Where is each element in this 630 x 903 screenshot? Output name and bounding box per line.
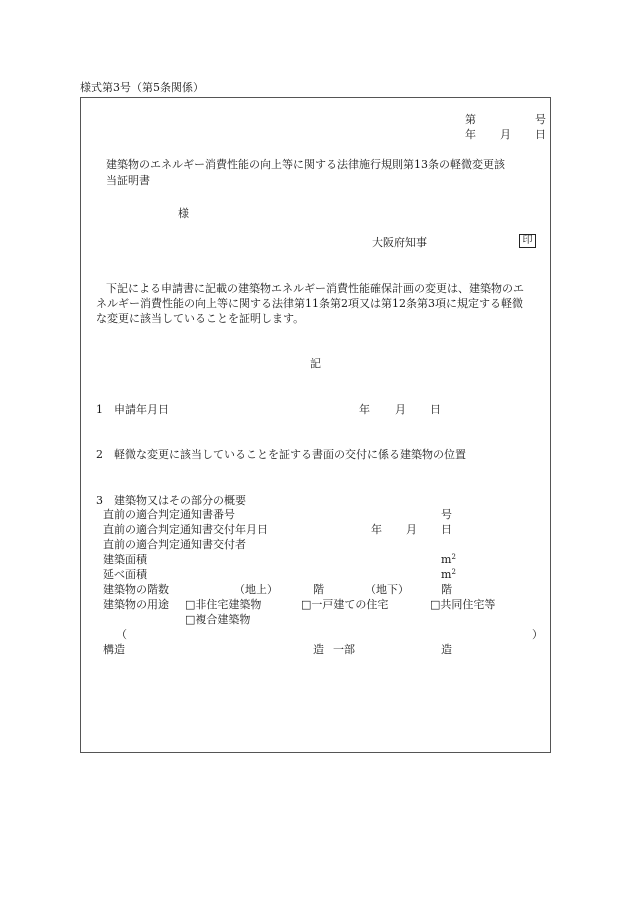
floors-below: （地下） — [365, 583, 409, 596]
paren-close: ） — [532, 628, 543, 641]
structure-zo-1: 造 — [313, 643, 324, 656]
floors-kai-below: 階 — [441, 583, 452, 596]
title-line-2: 当証明書 — [106, 174, 150, 187]
use-option-multi-unit: □共同住宅等 — [430, 598, 496, 611]
paren-open: （ — [116, 628, 127, 641]
notice-date-year: 年 — [371, 523, 382, 536]
floor-area-unit: $m^2$ — [441, 568, 456, 581]
notice-issuer-label: 直前の適合判定通知書交付者 — [103, 538, 246, 551]
use-label: 建築物の用途 — [103, 598, 169, 611]
structure-zo-2: 造 — [441, 643, 452, 656]
use-option-mixed: □複合建築物 — [185, 613, 251, 626]
notice-date-day: 日 — [441, 523, 452, 536]
body-line-2: ネルギー消費性能の向上等に関する法律第11条第2項又は第12条第3項に規定する軽微 — [96, 297, 523, 310]
number-suffix: 号 — [535, 113, 546, 126]
notice-date-month: 月 — [406, 523, 417, 536]
item1-number: 1 — [96, 403, 103, 416]
notice-date-label: 直前の適合判定通知書交付年月日 — [103, 523, 268, 536]
date-year: 年 — [465, 128, 476, 141]
item1-month: 月 — [395, 403, 406, 416]
building-area-unit: $m^2$ — [441, 553, 456, 566]
form-label: 様式第3号（第5条関係） — [80, 81, 204, 94]
item3-number: 3 — [96, 494, 103, 507]
floors-label: 建築物の階数 — [103, 583, 169, 596]
item2-number: 2 — [96, 448, 103, 461]
number-prefix: 第 — [465, 113, 476, 126]
issuer-name: 大阪府知事 — [372, 236, 427, 249]
use-option-detached-house: □一戸建ての住宅 — [301, 598, 389, 611]
item3-label: 建築物又はその部分の概要 — [114, 494, 246, 507]
notice-number-label: 直前の適合判定通知書番号 — [103, 508, 235, 521]
floors-kai-above: 階 — [313, 583, 324, 596]
item1-label: 申請年月日 — [114, 403, 169, 416]
floors-above: （地上） — [234, 583, 278, 596]
item1-day: 日 — [430, 403, 441, 416]
body-line-1: 下記による申請書に記載の建築物エネルギー消費性能確保計画の変更は、建築物のエ — [106, 282, 524, 295]
date-day: 日 — [535, 128, 546, 141]
item2-label: 軽微な変更に該当していることを証する書面の交付に係る建築物の位置 — [114, 448, 466, 461]
floor-area-label: 延べ面積 — [103, 568, 147, 581]
building-area-label: 建築面積 — [103, 553, 147, 566]
structure-label: 構造 — [103, 643, 125, 656]
title-line-1: 建築物のエネルギー消費性能の向上等に関する法律施行規則第13条の軽微変更該 — [106, 158, 505, 171]
ki-heading: 記 — [310, 357, 321, 370]
structure-ichibu: 一部 — [333, 643, 355, 656]
date-month: 月 — [500, 128, 511, 141]
use-option-non-residential: □非住宅建築物 — [185, 598, 262, 611]
addressee-suffix: 様 — [178, 207, 189, 220]
seal-stamp: 印 — [519, 234, 536, 248]
item1-year: 年 — [359, 403, 370, 416]
body-line-3: な変更に該当していることを証明します。 — [96, 312, 305, 325]
notice-number-suffix: 号 — [441, 508, 452, 521]
